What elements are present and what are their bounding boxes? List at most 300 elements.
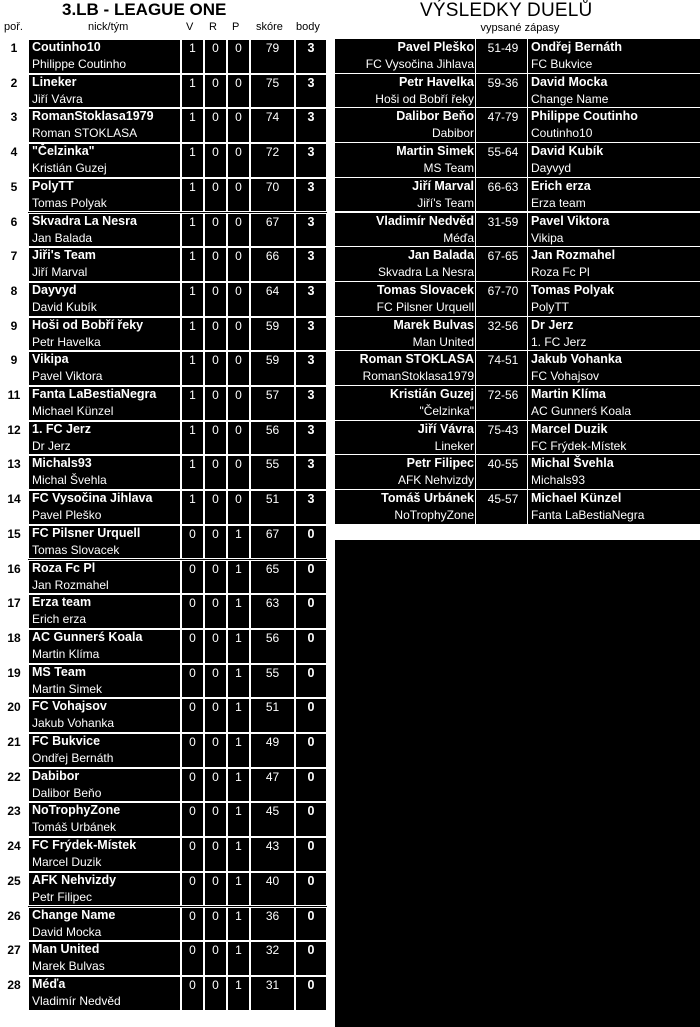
duel-score: 67-65	[487, 249, 519, 264]
wins: 1	[189, 388, 196, 402]
losses: 1	[235, 943, 242, 958]
divider	[527, 213, 528, 248]
score: 57	[265, 388, 280, 402]
standings-row	[0, 351, 327, 386]
divider	[527, 317, 528, 352]
home-team: Méďa	[443, 230, 474, 245]
wins: 1	[189, 492, 196, 507]
losses: 0	[235, 457, 242, 472]
points: 0	[307, 735, 315, 749]
standings-row	[0, 560, 327, 595]
divider	[475, 455, 476, 490]
team-name: Michals93	[32, 456, 92, 471]
wins: 1	[189, 214, 196, 229]
position: 13	[7, 457, 21, 472]
position: 21	[7, 735, 21, 749]
points: 0	[307, 596, 315, 611]
standings-row	[0, 455, 327, 490]
score: 45	[265, 804, 280, 819]
team-name: Coutinho10	[32, 40, 101, 54]
header-position: poř.	[4, 21, 23, 33]
draws: 0	[212, 388, 219, 402]
divider	[527, 74, 528, 109]
position: 20	[7, 700, 21, 715]
draws: 0	[212, 804, 219, 819]
wins: 0	[189, 735, 196, 749]
away-player: Philippe Coutinho	[531, 109, 638, 124]
losses: 0	[235, 422, 242, 437]
draws: 0	[212, 422, 219, 437]
standings-row	[0, 143, 327, 178]
score: 66	[265, 249, 280, 264]
score: 67	[265, 526, 280, 541]
score: 65	[265, 561, 280, 576]
away-team: AC Gunnerś Koala	[531, 404, 632, 418]
duel-row	[335, 74, 700, 109]
position: 28	[7, 977, 21, 992]
score: 67	[265, 214, 280, 229]
position: 16	[7, 561, 21, 576]
standings-row	[0, 421, 327, 456]
home-team: AFK Nehvizdy	[397, 473, 474, 488]
losses: 0	[235, 388, 242, 402]
score: 63	[265, 596, 280, 611]
home-team: FC Pilsner Urquell	[376, 299, 474, 314]
duel-score: 72-56	[487, 388, 519, 402]
team-name: AFK Nehvizdy	[32, 872, 117, 887]
points: 0	[307, 700, 315, 715]
wins: 0	[189, 804, 196, 819]
position: 4	[10, 145, 18, 160]
points: 3	[307, 249, 315, 264]
position: 19	[7, 665, 21, 680]
header-points: body	[296, 21, 320, 33]
score: 31	[265, 977, 280, 992]
score: 43	[265, 839, 280, 854]
duel-score: 40-55	[487, 457, 519, 472]
draws: 0	[212, 873, 219, 888]
wins: 1	[189, 249, 196, 264]
points: 3	[307, 492, 315, 507]
away-team: PolyTT	[531, 299, 570, 314]
position: 6	[10, 214, 18, 229]
standings-row	[0, 74, 327, 109]
away-player: Tomas Polyak	[531, 282, 615, 297]
divider	[475, 247, 476, 282]
player-name: Marek Bulvas	[32, 959, 105, 974]
home-team: RomanStoklasa1979	[362, 369, 474, 384]
home-player: Marek Bulvas	[393, 317, 474, 332]
player-name: Marcel Duzik	[32, 855, 102, 870]
wins: 1	[189, 145, 196, 160]
away-player: Jakub Vohanka	[531, 352, 622, 367]
points: 3	[307, 353, 315, 368]
points: 3	[307, 318, 315, 333]
points: 3	[307, 283, 315, 298]
player-name: Jan Rozmahel	[32, 577, 109, 592]
points: 0	[307, 943, 315, 958]
header-wins: V	[186, 21, 194, 33]
score: 74	[265, 110, 280, 125]
away-player: Erich erza	[531, 178, 591, 193]
losses: 0	[235, 318, 242, 333]
divider	[527, 39, 528, 74]
losses: 0	[235, 75, 242, 90]
divider	[475, 317, 476, 352]
divider	[475, 386, 476, 421]
position: 27	[7, 943, 21, 958]
duel-score: 45-57	[487, 492, 519, 507]
away-player: Dr Jerz	[531, 317, 574, 332]
standings-row	[0, 837, 327, 872]
wins: 1	[189, 318, 196, 333]
wins: 0	[189, 630, 196, 645]
home-player: Tomas Slovacek	[376, 282, 474, 297]
draws: 0	[212, 943, 219, 958]
standings-row	[0, 282, 327, 317]
draws: 0	[212, 769, 219, 784]
team-name: FC Bukvice	[32, 734, 101, 748]
away-team: Coutinho10	[531, 126, 593, 141]
home-player: Tomáš Urbánek	[381, 491, 474, 506]
losses: 0	[235, 179, 242, 194]
draws: 0	[212, 249, 219, 264]
home-player: Martin Simek	[396, 144, 474, 159]
losses: 0	[235, 249, 242, 264]
draws: 0	[212, 214, 219, 229]
divider	[475, 351, 476, 386]
home-player: Jiří Vávra	[417, 421, 474, 436]
player-name: Tomáš Urbánek	[32, 820, 117, 835]
divider	[527, 247, 528, 282]
score: 40	[265, 873, 280, 888]
wins: 1	[189, 41, 196, 55]
score: 70	[265, 179, 280, 194]
losses: 1	[235, 630, 242, 645]
divider	[527, 490, 528, 525]
duel-score: 55-64	[487, 145, 519, 160]
losses: 1	[235, 561, 242, 576]
standings-row	[0, 108, 327, 143]
wins: 1	[189, 283, 196, 298]
score: 47	[265, 769, 280, 784]
wins: 1	[189, 110, 196, 125]
duel-row	[335, 351, 700, 386]
duel-row	[335, 108, 700, 143]
standings-row	[0, 872, 327, 907]
away-player: Jan Rozmahel	[531, 248, 616, 263]
team-name: Vikipa	[32, 352, 69, 367]
player-name: Tomas Polyak	[32, 195, 107, 210]
draws: 0	[212, 110, 219, 125]
duel-row	[335, 386, 700, 421]
points: 0	[307, 630, 315, 645]
duel-row	[335, 455, 700, 490]
duel-score: 75-43	[487, 422, 519, 437]
divider	[475, 490, 476, 525]
points: 0	[307, 804, 315, 819]
wins: 1	[189, 353, 196, 368]
draws: 0	[212, 457, 219, 472]
points: 0	[307, 977, 315, 992]
home-team: Skvadra La Nesra	[377, 265, 474, 280]
losses: 1	[235, 839, 242, 854]
position: 23	[7, 804, 21, 819]
wins: 0	[189, 908, 196, 923]
position: 5	[10, 179, 18, 194]
position: 14	[7, 492, 21, 507]
position: 15	[7, 526, 21, 541]
position: 2	[10, 75, 18, 90]
draws: 0	[212, 908, 219, 923]
duels-title: VÝSLEDKY DUELŮ	[420, 0, 593, 21]
score: 64	[265, 283, 280, 298]
header-nick: nick/tým	[88, 21, 129, 33]
player-name: Michael Künzel	[32, 404, 114, 418]
home-team: Dabibor	[431, 126, 474, 141]
player-name: Roman STOKLASA	[32, 126, 138, 141]
draws: 0	[212, 700, 219, 715]
away-team: Michals93	[531, 473, 586, 488]
standings-row	[0, 525, 327, 560]
home-player: Kristián Guzej	[389, 387, 474, 401]
bottom-margin	[0, 1010, 335, 1027]
duel-row	[335, 213, 700, 248]
header-losses: P	[232, 21, 240, 33]
duel-score: 47-79	[487, 110, 519, 125]
points: 0	[307, 561, 315, 576]
duel-row	[335, 490, 700, 525]
points: 0	[307, 769, 315, 784]
standings-row	[0, 698, 327, 733]
standings-row	[0, 664, 327, 699]
team-name: NoTrophyZone	[32, 803, 121, 818]
points: 3	[307, 457, 315, 472]
divider	[527, 108, 528, 143]
wins: 1	[189, 457, 196, 472]
position: 17	[7, 596, 21, 611]
away-team: Roza Fc Pl	[531, 265, 590, 280]
team-name: Méďa	[32, 976, 66, 991]
home-player: Jiří Marval	[412, 178, 474, 193]
standings-row	[0, 594, 327, 629]
away-team: Fanta LaBestiaNegra	[531, 508, 645, 523]
team-name: Erza team	[32, 595, 92, 610]
team-name: FC Vysočina Jihlava	[32, 491, 153, 506]
divider	[475, 74, 476, 109]
standings-row	[0, 907, 327, 942]
draws: 0	[212, 75, 219, 90]
away-player: Michael Künzel	[531, 491, 622, 506]
duel-row	[335, 421, 700, 456]
home-player: Pavel Pleško	[397, 40, 474, 54]
divider	[527, 143, 528, 178]
score: 36	[265, 908, 280, 923]
standings-row	[0, 39, 327, 74]
duel-row	[335, 247, 700, 282]
position: 25	[7, 873, 21, 888]
header-score: skóre	[256, 21, 283, 33]
points: 0	[307, 526, 315, 541]
team-name: Dayvyd	[32, 282, 77, 297]
divider	[475, 421, 476, 456]
player-name: David Mocka	[32, 924, 102, 939]
wins: 0	[189, 769, 196, 784]
losses: 0	[235, 145, 242, 160]
score: 56	[265, 630, 280, 645]
draws: 0	[212, 353, 219, 368]
home-player: Vladimír Nedvěd	[376, 213, 474, 228]
player-name: Kristián Guzej	[32, 161, 107, 176]
standings-row	[0, 976, 327, 1011]
points: 0	[307, 908, 315, 923]
score: 72	[265, 145, 280, 160]
standings-row	[0, 317, 327, 352]
home-player: Petr Filipec	[406, 456, 474, 471]
divider	[527, 421, 528, 456]
player-name: Jiří Marval	[32, 265, 88, 280]
position: 8	[10, 283, 18, 298]
row-separator	[335, 524, 700, 525]
home-team: "Čelzinka"	[419, 404, 474, 418]
wins: 0	[189, 873, 196, 888]
draws: 0	[212, 977, 219, 992]
divider	[527, 351, 528, 386]
wins: 0	[189, 943, 196, 958]
duel-score: 66-63	[487, 179, 519, 194]
duel-score: 51-49	[487, 41, 519, 55]
team-name: AC Gunnerś Koala	[32, 629, 143, 644]
away-team: Vikipa	[531, 230, 564, 245]
home-team: MS Team	[423, 161, 474, 176]
standings-row	[0, 386, 327, 421]
home-player: Petr Havelka	[398, 74, 474, 89]
position: 9	[10, 353, 18, 368]
team-name: 1. FC Jerz	[32, 421, 92, 436]
home-team: FC Vysočina Jihlava	[365, 57, 474, 71]
home-player: Dalibor Beňo	[396, 109, 474, 124]
losses: 1	[235, 804, 242, 819]
home-team: NoTrophyZone	[394, 508, 474, 523]
points: 0	[307, 873, 315, 888]
team-name: RomanStoklasa1979	[32, 109, 154, 124]
divider	[527, 282, 528, 317]
player-name: Martin Klíma	[32, 646, 100, 661]
team-name: Jiři's Team	[32, 248, 96, 263]
standings-row	[0, 733, 327, 768]
standings-row	[0, 490, 327, 525]
points: 3	[307, 179, 315, 194]
points: 3	[307, 214, 315, 229]
losses: 0	[235, 492, 242, 507]
wins: 0	[189, 526, 196, 541]
losses: 1	[235, 700, 242, 715]
home-player: Roman STOKLASA	[359, 352, 474, 367]
home-player: Jan Balada	[407, 248, 474, 263]
team-name: FC Frýdek-Místek	[32, 838, 137, 853]
wins: 0	[189, 977, 196, 992]
draws: 0	[212, 561, 219, 576]
position: 11	[7, 388, 21, 402]
team-name: Hoši od Bobří řeky	[32, 317, 144, 332]
divider	[475, 39, 476, 74]
divider	[527, 386, 528, 421]
player-name: Philippe Coutinho	[32, 57, 127, 71]
player-name: Vladimír Nedvěd	[32, 993, 121, 1008]
divider	[475, 143, 476, 178]
losses: 1	[235, 769, 242, 784]
draws: 0	[212, 492, 219, 507]
losses: 1	[235, 526, 242, 541]
wins: 0	[189, 596, 196, 611]
points: 3	[307, 41, 315, 55]
position: 7	[10, 249, 18, 264]
home-team: Man United	[412, 334, 474, 349]
standings-row	[0, 213, 327, 248]
standings-row	[0, 629, 327, 664]
away-team: 1. FC Jerz	[531, 334, 587, 349]
home-team: Jiří's Team	[417, 195, 474, 210]
divider	[475, 108, 476, 143]
score: 79	[265, 41, 280, 55]
position: 22	[7, 769, 21, 784]
away-player: David Mocka	[531, 74, 608, 89]
player-name: Pavel Pleško	[32, 508, 102, 523]
team-name: FC Vohajsov	[32, 699, 107, 714]
header-draws: R	[209, 21, 217, 33]
losses: 0	[235, 214, 242, 229]
away-team: Dayvyd	[531, 161, 572, 176]
player-name: Michal Švehla	[32, 473, 107, 488]
score: 56	[265, 422, 280, 437]
divider	[527, 178, 528, 213]
draws: 0	[212, 596, 219, 611]
losses: 0	[235, 41, 242, 55]
away-player: Michal Švehla	[531, 456, 614, 471]
duel-score: 59-36	[487, 75, 519, 90]
player-name: Tomas Slovacek	[32, 542, 120, 557]
position: 12	[7, 422, 21, 437]
duel-row	[335, 317, 700, 352]
wins: 0	[189, 839, 196, 854]
away-team: Change Name	[531, 91, 609, 106]
points: 3	[307, 388, 315, 402]
position: 18	[7, 630, 21, 645]
standings-row	[0, 802, 327, 837]
duel-score: 74-51	[487, 353, 519, 368]
draws: 0	[212, 665, 219, 680]
losses: 0	[235, 283, 242, 298]
position: 24	[7, 839, 21, 854]
score: 59	[265, 318, 280, 333]
away-team: FC Vohajsov	[531, 369, 600, 384]
position: 9	[10, 318, 18, 333]
standings-row	[0, 247, 327, 282]
team-name: Roza Fc Pl	[32, 560, 96, 575]
score: 51	[265, 492, 280, 507]
player-name: Erich erza	[32, 612, 87, 627]
team-name: Fanta LaBestiaNegra	[32, 387, 157, 401]
losses: 1	[235, 596, 242, 611]
player-name: Pavel Viktora	[32, 369, 103, 384]
points: 0	[307, 665, 315, 680]
team-name: "Čelzinka"	[32, 144, 95, 159]
draws: 0	[212, 526, 219, 541]
duel-score: 67-70	[487, 283, 519, 298]
score: 55	[265, 457, 280, 472]
score: 55	[265, 665, 280, 680]
score: 32	[265, 943, 280, 958]
